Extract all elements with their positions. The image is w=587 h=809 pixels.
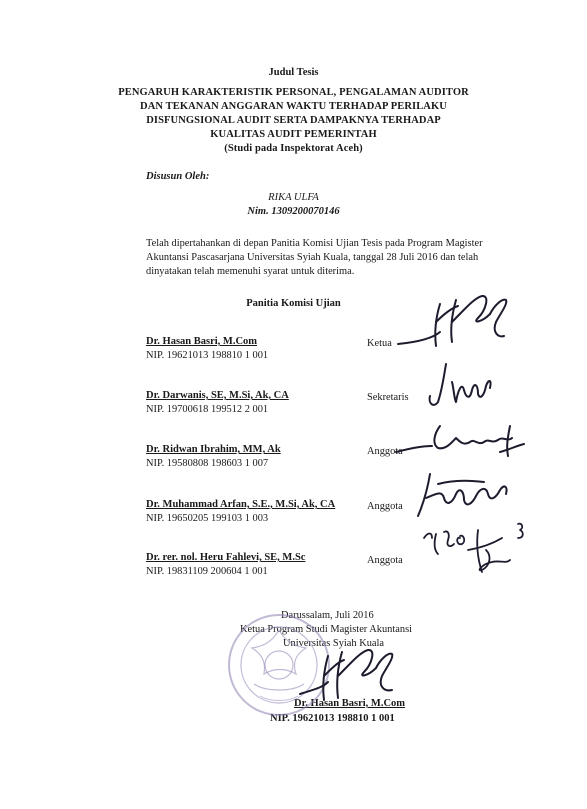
member-1-name: Dr. Hasan Basri, M.Com xyxy=(146,336,258,347)
approval-place-date: Darussalam, Juli 2016 xyxy=(281,610,374,621)
member-1-nip: NIP. 19621013 198810 1 001 xyxy=(146,350,269,361)
thesis-title-line-1: PENGARUH KARAKTERISTIK PERSONAL, PENGALAMAN AUDITOR xyxy=(118,87,469,98)
member-4-signature xyxy=(408,468,518,523)
member-4-name: Dr. Muhammad Arfan, S.E., M.Si, Ak, CA xyxy=(146,499,336,510)
approval-name: Dr. Hasan Basri, M.Com xyxy=(294,698,406,709)
member-2-name: Dr. Darwanis, SE, M.Si, Ak, CA xyxy=(146,390,289,401)
thesis-subtitle: (Studi pada Inspektorat Aceh) xyxy=(224,143,363,154)
thesis-title-line-2: DAN TEKANAN ANGGARAN WAKTU TERHADAP PERILAKU xyxy=(140,101,447,112)
member-3-name: Dr. Ridwan Ibrahim, MM, Ak xyxy=(146,444,281,455)
member-4-nip: NIP. 19650205 199103 1 003 xyxy=(146,513,269,524)
member-4-role: Anggota xyxy=(367,501,403,512)
member-5-role: Anggota xyxy=(367,555,403,566)
committee-heading: Panitia Komisi Ujian xyxy=(246,298,341,309)
statement-line-2: Akuntansi Pascasarjana Universitas Syiah Kuala, tanggal 28 Juli 2016 dan telah xyxy=(146,252,479,263)
approval-nip: NIP. 19621013 198810 1 001 xyxy=(270,713,395,724)
member-2-nip: NIP. 19700618 199512 2 001 xyxy=(146,404,269,415)
author-name: RIKA ULFA xyxy=(268,192,319,203)
member-3-signature xyxy=(382,416,532,466)
member-5-name: Dr. rer. nol. Heru Fahlevi, SE, M.Sc xyxy=(146,552,306,563)
author-label: Disusun Oleh: xyxy=(146,171,210,182)
member-2-role: Sekretaris xyxy=(367,392,409,403)
document-label: Judul Tesis xyxy=(268,67,319,78)
thesis-title-line-4: KUALITAS AUDIT PEMERINTAH xyxy=(210,129,377,140)
member-3-nip: NIP. 19580808 198603 1 007 xyxy=(146,458,269,469)
member-5-nip: NIP. 19831109 200604 1 001 xyxy=(146,566,268,577)
member-1-signature xyxy=(378,292,528,352)
approval-position: Ketua Program Studi Magister Akuntansi xyxy=(240,624,413,635)
statement-line-3: dinyatakan telah memenuhi syarat untuk diterima. xyxy=(146,266,355,277)
member-3-role: Anggota xyxy=(367,446,403,457)
member-1-role: Ketua xyxy=(367,338,392,349)
approval-signature xyxy=(292,644,412,706)
member-5-signature xyxy=(420,520,540,580)
statement-line-1: Telah dipertahankan di depan Panitia Komisi Ujian Tesis pada Program Magister xyxy=(146,238,483,249)
thesis-title-line-3: DISFUNGSIONAL AUDIT SERTA DAMPAKNYA TERHADAP xyxy=(146,115,441,126)
member-2-signature xyxy=(424,360,504,410)
author-nim: Nim. 1309200070146 xyxy=(247,206,340,217)
approval-university: Universitas Syiah Kuala xyxy=(283,638,384,649)
